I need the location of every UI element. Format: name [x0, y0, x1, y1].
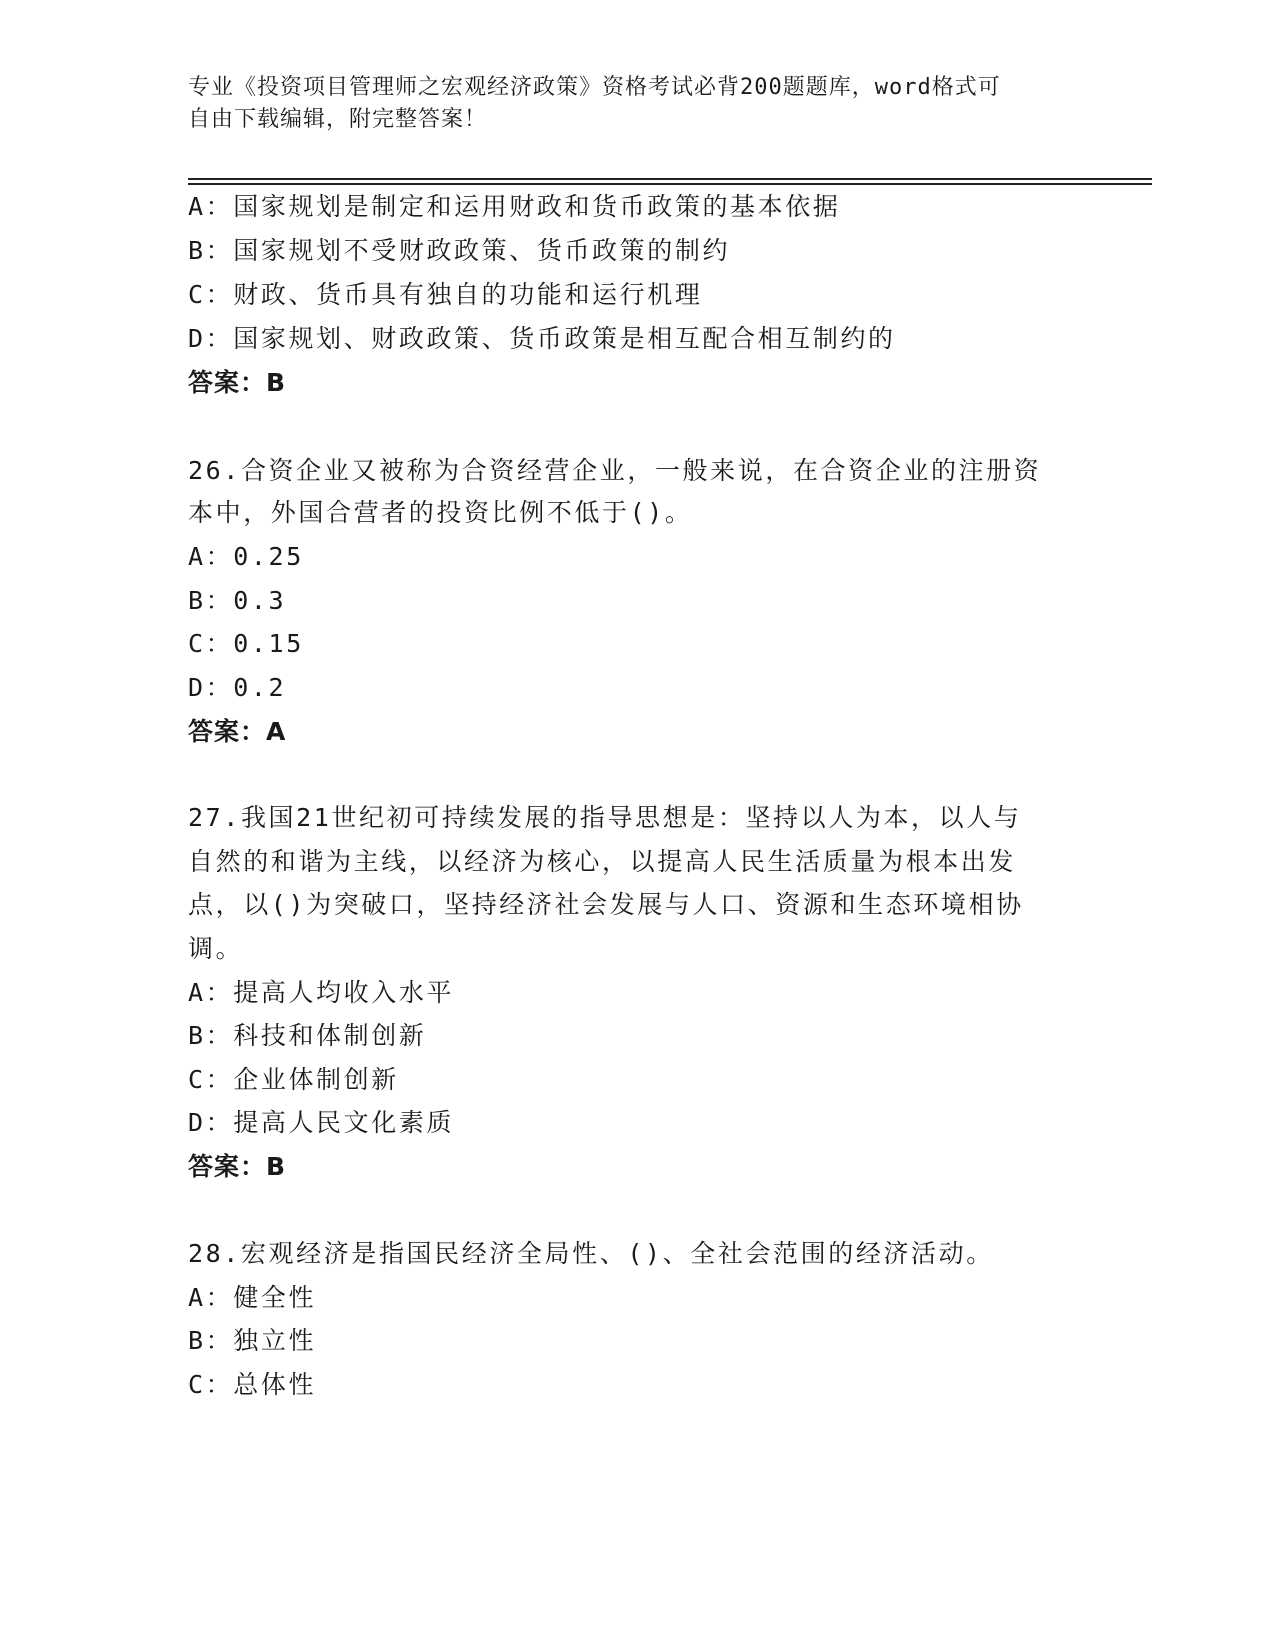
q25-option-b: B：国家规划不受财政政策、货币政策的制约	[188, 236, 731, 265]
q28-stem-line-1: 28.宏观经济是指国民经济全局性、()、全社会范围的经济活动。	[188, 1239, 994, 1268]
q27-stem-line-4: 调。	[188, 934, 244, 963]
q27-stem-line-3: 点，以()为突破口，坚持经济社会发展与人口、资源和生态环境相协	[188, 890, 1024, 919]
q28-option-c: C：总体性	[188, 1370, 317, 1399]
header-line-2: 自由下载编辑，附完整答案！	[188, 107, 488, 132]
q28-option-a: A：健全性	[188, 1283, 317, 1312]
q25-answer: 答案：B	[188, 368, 287, 397]
q27-option-c: C：企业体制创新	[188, 1065, 399, 1094]
q25-option-d: D：国家规划、财政政策、货币政策是相互配合相互制约的	[188, 324, 896, 353]
q25-option-c: C：财政、货币具有独自的功能和运行机理	[188, 280, 703, 309]
q26-option-a: A：0.25	[188, 542, 304, 571]
header-divider-top	[188, 178, 1152, 180]
q27-option-d: D：提高人民文化素质	[188, 1108, 455, 1137]
q27-stem-line-2: 自然的和谐为主线，以经济为核心，以提高人民生活质量为根本出发	[188, 847, 1017, 876]
q25-option-a: A：国家规划是制定和运用财政和货币政策的基本依据	[188, 192, 841, 221]
document-header	[188, 72, 1068, 136]
header-divider-bottom	[188, 183, 1152, 185]
q28-option-b: B：独立性	[188, 1326, 317, 1355]
q26-option-d: D：0.2	[188, 673, 287, 702]
q26-stem-line-2: 本中，外国合营者的投资比例不低于()。	[188, 498, 693, 527]
q26-option-c: C：0.15	[188, 629, 304, 658]
q27-option-b: B：科技和体制创新	[188, 1021, 427, 1050]
q27-answer: 答案：B	[188, 1152, 287, 1181]
header-line-1: 专业《投资项目管理师之宏观经济政策》资格考试必背200题题库，word格式可	[188, 75, 1001, 100]
q26-answer: 答案：A	[188, 717, 287, 746]
q26-option-b: B：0.3	[188, 586, 287, 615]
q27-stem-line-1: 27.我国21世纪初可持续发展的指导思想是：坚持以人为本，以人与	[188, 803, 1022, 832]
q27-option-a: A：提高人均收入水平	[188, 978, 455, 1007]
q26-stem-line-1: 26.合资企业又被称为合资经营企业，一般来说，在合资企业的注册资	[188, 456, 1042, 485]
